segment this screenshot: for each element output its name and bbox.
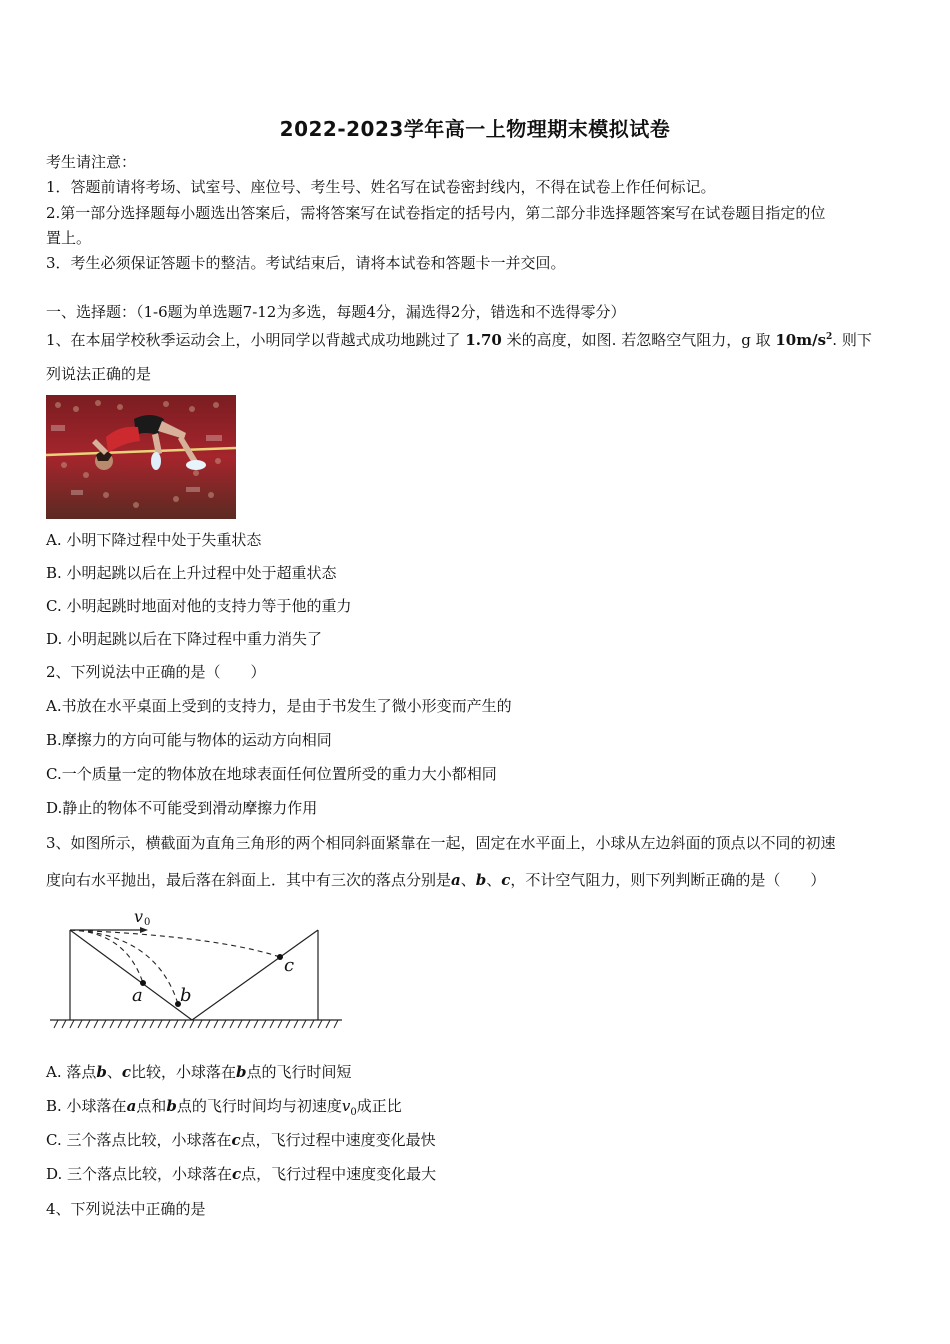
section-heading: 一、选择题：（1-6题为单选题7-12为多选，每题4分，漏选得2分，错选和不选得零分） xyxy=(46,303,626,321)
q3-option-a: A. 落点b、c比较，小球落在b点的飞行时间短 xyxy=(46,1063,352,1081)
q2-option-d: D.静止的物体不可能受到滑动摩擦力作用 xyxy=(46,799,318,817)
q1-option-a: A. 小明下降过程中处于失重状态 xyxy=(46,531,262,549)
svg-text:v: v xyxy=(134,907,144,926)
q1-text-post: . 则下 xyxy=(832,331,872,349)
notice-item-2-cont: 置上。 xyxy=(46,229,92,247)
q2-stem: 2、下列说法中正确的是（ ） xyxy=(46,663,266,681)
projectile-diagram xyxy=(46,900,346,1039)
q1-height: 1.70 xyxy=(465,331,502,349)
q2-option-a: A.书放在水平桌面上受到的支持力，是由于书发生了微小形变而产生的 xyxy=(46,697,512,715)
q1-stem-line2: 列说法正确的是 xyxy=(46,365,152,383)
q1-option-d: D. 小明起跳以后在下降过程中重力消失了 xyxy=(46,630,323,648)
q3-stem-line1: 3、如图所示，横截面为直角三角形的两个相同斜面紧靠在一起，固定在水平面上，小球从左边斜面的顶点以不同的初速 xyxy=(46,834,836,852)
q3-stem-line2: 度向右水平抛出，最后落在斜面上．其中有三次的落点分别是a、b、c，不计空气阻力，则下列判断正确的是（ ） xyxy=(46,871,826,889)
q3-point-c: c xyxy=(501,871,511,889)
q3-point-a: a xyxy=(451,871,461,889)
svg-text:c: c xyxy=(284,955,295,976)
notice-heading: 考生请注意： xyxy=(46,153,137,171)
q1-stem-line1 xyxy=(46,327,872,350)
svg-text:0: 0 xyxy=(144,917,151,928)
q2-option-b: B.摩擦力的方向可能与物体的运动方向相同 xyxy=(46,731,332,749)
q3-option-b: B. 小球落在a点和b点的飞行时间均与初速度$v_0$成正比 xyxy=(46,1097,402,1118)
q1-text-mid: 米的高度，如图. 若忽略空气阻力，g 取 xyxy=(506,331,771,349)
notice-item-2: 2.第一部分选择题每小题选出答案后，需将答案写在试卷指定的括号内，第二部分非选择题答案写在试卷题目指定的位 xyxy=(46,204,826,222)
high-jump-photo xyxy=(46,395,236,519)
q2-option-c: C.一个质量一定的物体放在地球表面任何位置所受的重力大小都相同 xyxy=(46,765,497,783)
q4-stem: 4、下列说法中正确的是 xyxy=(46,1200,206,1218)
page-title: 2022-2023学年高一上物理期末模拟试卷 xyxy=(279,117,671,141)
q3-point-b: b xyxy=(475,871,487,889)
q1-text-pre: 1、在本届学校秋季运动会上，小明同学以背越式成功地跳过了 xyxy=(46,331,461,349)
q1-option-b: B. 小明起跳以后在上升过程中处于超重状态 xyxy=(46,564,337,582)
svg-text:a: a xyxy=(132,985,143,1006)
q3-option-d: D. 三个落点比较，小球落在c点，飞行过程中速度变化最大 xyxy=(46,1165,437,1183)
notice-item-3: 3．考生必须保证答题卡的整洁。考试结束后，请将本试卷和答题卡一并交回。 xyxy=(46,254,566,272)
svg-text:b: b xyxy=(180,985,192,1006)
q1-g-value: $10m/s^2$ xyxy=(775,331,833,349)
q3-option-c: C. 三个落点比较，小球落在c点，飞行过程中速度变化最快 xyxy=(46,1131,436,1149)
notice-item-1: 1．答题前请将考场、试室号、座位号、考生号、姓名写在试卷密封线内，不得在试卷上作任何标记。 xyxy=(46,178,716,196)
q1-option-c: C. 小明起跳时地面对他的支持力等于他的重力 xyxy=(46,597,352,615)
